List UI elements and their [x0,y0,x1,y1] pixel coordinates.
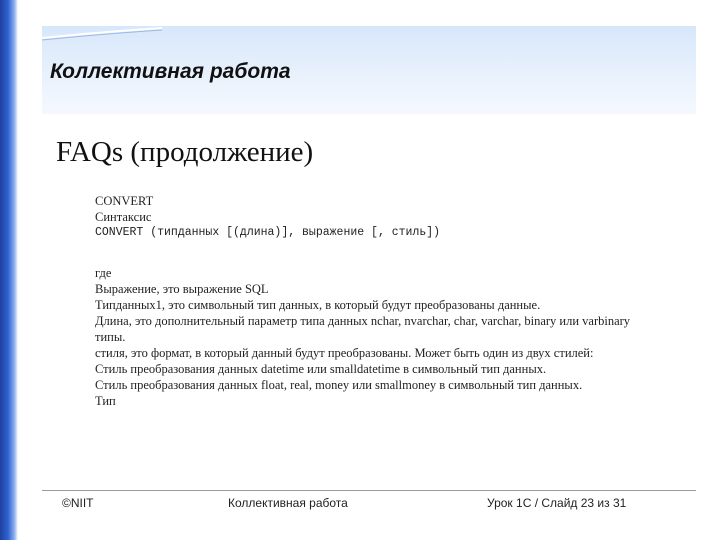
body-line-where: где [95,266,112,280]
body-line-datatype: Типданных1, это символьный тип данных, в который будут преобразованы данные. [95,298,541,312]
left-accent-bar [0,0,18,540]
syntax-keyword: CONVERT [95,194,154,208]
footer-course-title: Коллективная работа [228,496,348,510]
footer-copyright: ©NIIT [62,496,94,510]
footer-divider [42,490,696,491]
header-band [42,26,696,114]
body-line-type: Тип [95,394,116,408]
body-line-length: Длина, это дополнительный параметр типа данных nchar, nvarchar, char, varchar, binary или varbinary типы. [95,314,631,344]
body-line-expression: Выражение, это выражение SQL [95,282,269,296]
body-line-style: стиля, это формат, в который данный будут преобразованы. Может быть один из двух стилей: [95,346,594,360]
body-line-style-datetime: Стиль преобразования данных datetime или smalldatetime в символьный тип данных. [95,362,547,376]
section-title: Коллективная работа [50,60,291,83]
slide-heading: FAQs (продолжение) [56,136,314,168]
body-line-style-float: Стиль преобразования данных float, real, money или smallmoney в символьный тип данных. [95,378,583,392]
syntax-label: Синтаксис [95,210,152,224]
slide-body [95,193,680,409]
footer-slide-number: Урок 1С / Слайд 23 из 31 [487,496,627,510]
syntax-signature: CONVERT (типданных [(длина)], выражение [, стиль]) [95,226,441,239]
